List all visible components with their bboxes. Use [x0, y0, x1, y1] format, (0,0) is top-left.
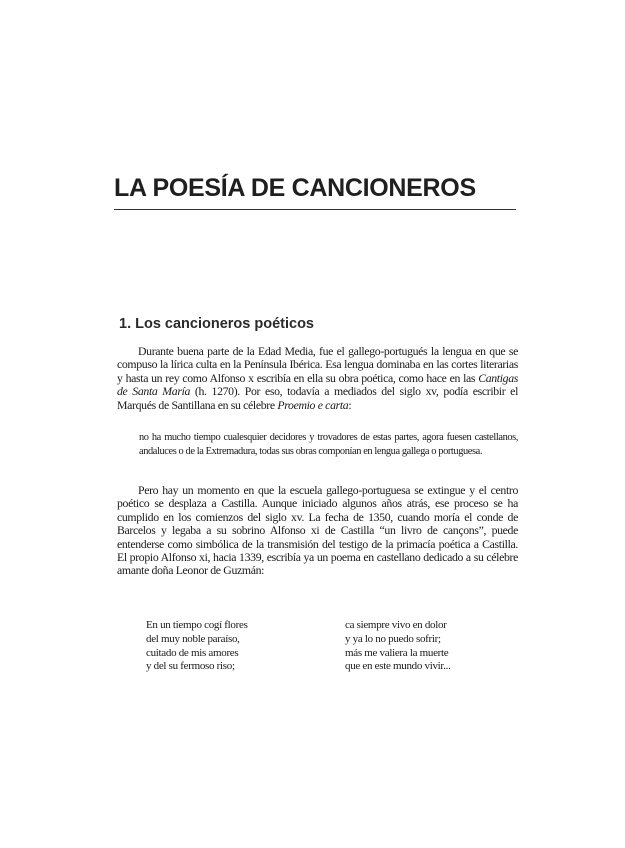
verse-line: más me valiera la muerte	[345, 646, 449, 659]
block-quote: no ha mucho tiempo cualesquier decidores y trovadores de estas partes, agora fuesen castellanos, andaluces o de la Extremadura, todas sus obras componían en lengua gallega o portuguesa.	[139, 432, 518, 458]
verse-line: que en este mundo vivir...	[345, 660, 451, 673]
verse-line: del muy noble paraíso,	[146, 632, 240, 645]
title-underline	[114, 209, 516, 210]
proemio-title: Proemio e carta	[277, 397, 349, 412]
verse-line: y del su fermoso riso;	[146, 660, 235, 673]
paragraph-2: Pero hay un momento en que la escuela gallego-portuguesa se extingue y el centro poético se desplaza a Castilla. Aunque iniciado algunos años atrás, ese proceso se ha cumplido en los comienzos del siglo xv. La fecha de 1350, cuando moría el conde de Barcelos y legaba a su sobrino Alfonso xi de Castilla “un livro de cançons”, puede entenderse como simbólica de la transmisión del testigo de la primacía poética a Castilla. El propio Alfonso xi, hacia 1339, escribía ya un poema en castellano dedicado a su célebre amante doña Leonor de Guzmán:	[117, 483, 518, 578]
paragraph-1	[117, 345, 518, 412]
paragraph-1-text-c: :	[348, 397, 352, 412]
paragraph-1-text-a: Durante buena parte de la Edad Media, fue el gallego-portugués la lengua en que se compuso la lírica culta en la Península Ibérica. Esa lengua dominaba en las cortes literarias y hasta un rey como Alfonso x escribía en ella su obra poética, como hace en las	[117, 344, 518, 385]
verse-line: En un tiempo cogí flores	[146, 619, 248, 631]
paragraph-1-text-b: (h. 1270). Por eso, todavía a mediados del siglo xv, podía escribir el Marqués de Santillana en su célebre	[117, 384, 518, 412]
cantigas-title: Cantigas de Santa María	[117, 370, 518, 399]
section-heading: 1. Los cancioneros poéticos	[119, 316, 314, 332]
verse-line: cuitado de mis amores	[146, 646, 239, 659]
verse-column-right	[345, 619, 525, 674]
verse-line: ca siempre vivo en dolor	[345, 619, 447, 631]
chapter-title: LA POESÍA DE CANCIONEROS	[114, 174, 476, 202]
verse-line: y ya lo no puedo sofrir;	[345, 632, 441, 645]
verse-column-left	[146, 619, 326, 674]
